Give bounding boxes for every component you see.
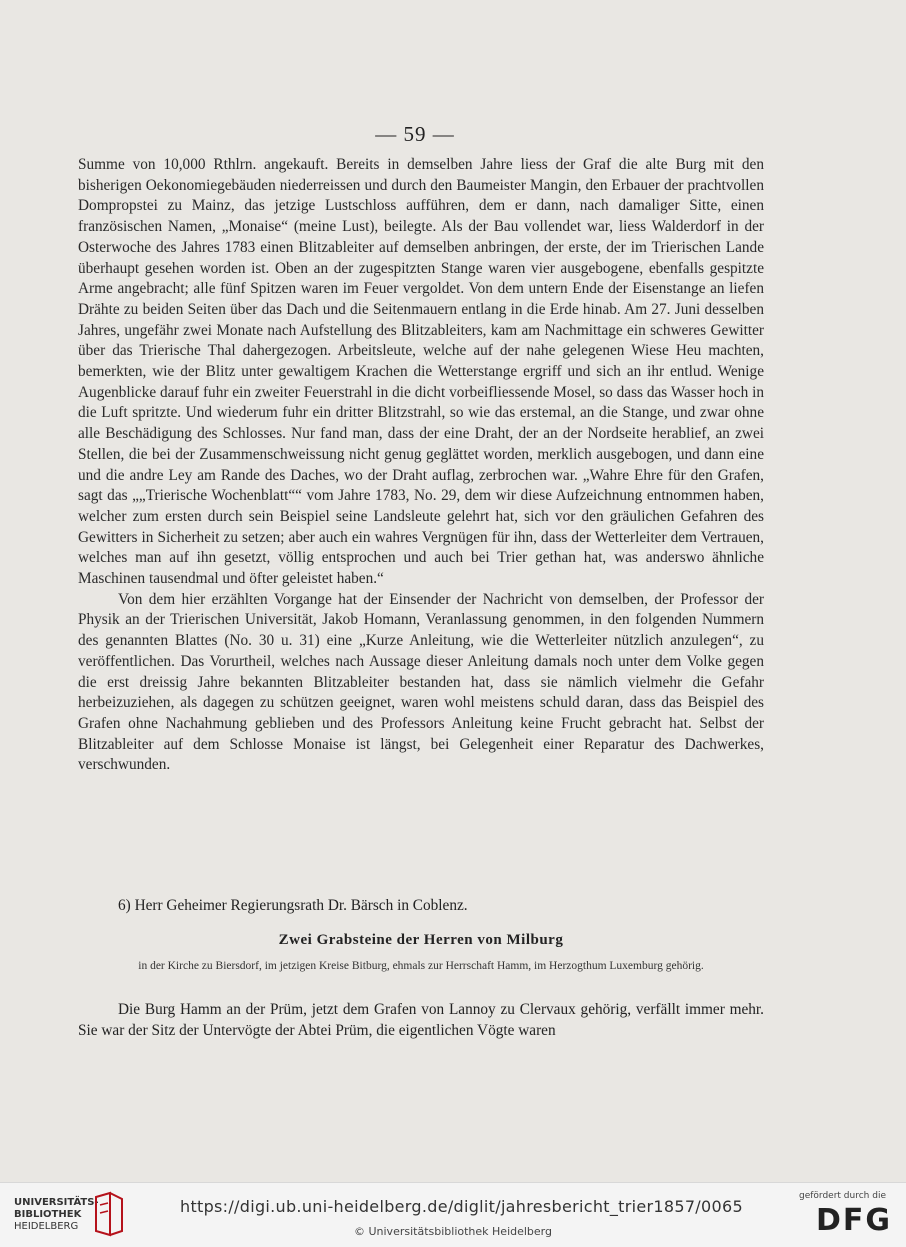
library-name-line-2: BIBLIOTHEK <box>14 1209 82 1220</box>
paragraph-1: Summe von 10,000 Rthlrn. angekauft. Bereits in demselben Jahre liess der Graf die alte Burg mit den bisherigen Oekonomiegebäuden niederreissen und durch den Baumeister Mangin, den Erbauer der prachtvollen Dompropstei zu Mainz, das jetzige Lustschloss aufführen, dem er dann, nach damaliger Sitte, einen französischen Namen, „Monaise“ (meine Lust), beilegte. Als der Bau vollendet war, liess Walderdorf in der Osterwoche des Jahres 1783 einen Blitzableiter auf demselben anbringen, der erste, der im Trierischen Lande überhaupt gesehen worden ist. Oben an der zugespitzten Stange waren vier ausgebogene, ebenfalls gespitzte Arme angebracht; alle fünf Spitzen waren im Feuer vergoldet. Von dem untern Ende der Eisenstange an liefen Drähte zu beiden Seiten über das Dach und die Seitenmauern entlang in die Erde hinab. Am 27. Juni desselben Jahres, ungefähr zwei Monate nach Aufstellung des Blitzableiters, kam am Nachmittage ein schweres Gewitter über das Trierische Thal dahergezogen. Arbeitsleute, welche auf der nahe gelegenen Wiese Heu machten, bemerkten, wie der Blitz unter gewaltigem Krachen die Wetterstange ergriff und sich an ihr entlud. Wenige Augenblicke darauf fuhr ein zweiter Feuerstrahl in die dicht vorbeifliessende Mosel, so dass das Wasser hoch in die Luft spritzte. Und wiederum fuhr ein dritter Blitzstrahl, so wie das erstemal, an die Stange, und zwar ohne alle Beschädigung des Schlosses. Nur fand man, dass der eine Draht, der an der Nordseite herablief, an zwei Stellen, die bei der Zusammenschweissung nicht genug geglättet worden, merklich ausgebogen, und dann eine und die andre Ley am Rande des Daches, wo der Draht auflag, zerbrochen war. „Wahre Ehre für den Grafen, sagt das „„Trierische Wochenblatt““ vom Jahre 1783, No. 29, dem wir diese Aufzeichnung entnommen haben, welcher zum ersten durch sein Beispiel seine Landsleute gelehrt hat, sich vor den gräulichen Gefahren des Gewitters in Sicherheit zu setzen; aber auch ein wahres Vergnügen für ihn, dass der Wetterleiter dem Vertrauen, welches man auf ihn gesetzt, völlig entsprochen und auch bei Trier gethan hat, was anderswo ähnliche Maschinen tausendmal und öfter geleistet haben.“ <box>78 156 764 588</box>
copyright-text: © Universitätsbibliothek Heidelberg <box>353 1225 552 1238</box>
subtitle: Zwei Grabsteine der Herren von Milburg <box>278 932 564 948</box>
section-heading: 6) Herr Geheimer Regierungsrath Dr. Bärsch in Coblenz. <box>118 897 468 914</box>
funded-by-text: gefördert durch die <box>799 1191 886 1201</box>
footer-bar <box>0 1182 906 1247</box>
library-name-line-1: UNIVERSITÄTS- <box>14 1197 99 1208</box>
library-name-line-3: HEIDELBERG <box>14 1221 79 1232</box>
paragraph-3: Die Burg Hamm an der Prüm, jetzt dem Grafen von Lannoy zu Clervaux gehörig, verfällt immer mehr. Sie war der Sitz der Untervögte der Abtei Prüm, die eigentlichen Vögte waren <box>78 1001 764 1039</box>
page-number: — 59 — <box>375 122 455 146</box>
subnote: in der Kirche zu Biersdorf, im jetzigen Kreise Bitburg, ehmals zur Herrschaft Hamm, im Herzogthum Luxemburg gehörig. <box>138 960 704 972</box>
dfg-logo: DFG <box>815 1203 892 1238</box>
paragraph-2: Von dem hier erzählten Vorgange hat der Einsender der Nachricht von demselben, der Professor der Physik an der Trierischen Universität, Jakob Homann, Veranlassung genommen, in den folgenden Nummern des genannten Blattes (No. 30 u. 31) eine „Kurze Anleitung, wie die Wetterleiter nützlich anzulegen“, zu veröffentlichen. Das Vorurtheil, welches nach Aussage dieser Anleitung damals noch unter dem Volke gegen die erst dreissig Jahre bekannten Blitzableiter bestanden hat, dass sie nämlich vielmehr die Gefahr herbeizuziehen, als dagegen zu schützen geeignet, waren wohl meistens schuld daran, dass das Beispiel des Grafen ohne Nachahmung geblieben und des Professors Anleitung keine Frucht gebracht hat. Selbst der Blitzableiter auf dem Schlosse Monaise ist längst, bei Gelegenheit einer Reparatur des Dachwerkes, verschwunden. <box>78 590 764 774</box>
document-url-link[interactable]: https://digi.ub.uni-heidelberg.de/diglit/jahresbericht_trier1857/0065 <box>180 1197 743 1216</box>
body-text <box>78 155 764 776</box>
